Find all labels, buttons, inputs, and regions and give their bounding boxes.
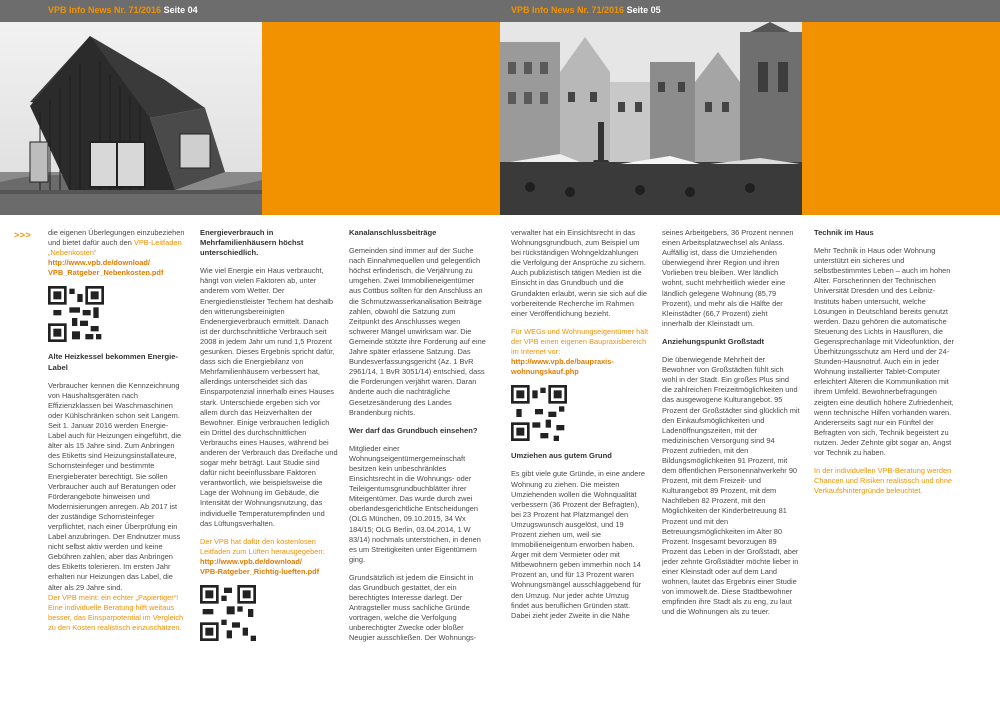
qr-code[interactable] <box>200 585 256 641</box>
baupraxis-link-page[interactable]: wohnungskauf.php <box>511 367 579 377</box>
vpb-tip: Der VPB meint: ein echter „Papiertiger“! Eine individuelle Beratung hilft weitaus besser, das Einsparpotential im Vergleich zu den Kosten realistisch einzuschätzen. <box>48 592 184 632</box>
market-square-photo <box>500 22 802 215</box>
column-6 <box>814 228 954 504</box>
article-heading: Umziehen aus gutem Grund <box>511 451 612 461</box>
column-2 <box>200 228 338 651</box>
article-body: Mehr Technik in Haus oder Wohnung unterstützt ein sicheres und selbstbestimmtes Leben – auch im hohen Alter. Forscherinnen der Technischen Universität Dresden und des Leibniz-Instituts haben untersucht, welche Lösungen in Deutschland bereits genutzt werden. Dazu gehören die automatische Steuerung des Lichts in Hausfluren, die Gegensprechanlage mit Videofunktion, der Überhitzungsschutz am Herd und der 24-Stunden-Hausnotruf. Auch ein in jeder Wohnung installierter Tablet-Computer erleichtert Älteren die Kommunikation mit ihrem Umfeld. Bewohnerbefragungen zeigten eine deutlich höhere Zufriedenheit, wenn technische Hilfen vorhanden waren. Andererseits sagt nur ein Fünftel der Befragten von sich, Technik begeistert zu nutzen. Jeder Zehnte gibt sogar an, Angst vor Technik zu haben. <box>814 246 954 457</box>
vpb-tip: Der VPB hat dafür den kostenlosen Leitfaden zum Lüften herausgegeben: http://www.vpb.de/download/ VPB-Ratgeber_Richtig-lueften.pdf <box>200 536 325 576</box>
column-4 <box>511 228 649 629</box>
column-3 <box>349 228 487 652</box>
download-link-file[interactable]: VPB-Ratgeber_Richtig-lueften.pdf <box>200 567 320 576</box>
article-body: Die überwiegende Mehrheit der Bewohner von Großstädten fühlt sich wohl in der Stadt. Ein großes Plus sind die zahlreichen Freizeitmöglichkeiten und das ausgewogene Kulturangebot. 95 Prozent der Großstädter sind glücklich mit den Einkaufsmöglichkeiten und Ladenöffnungszeiten, mit der medizinischen Versorgung sind 94 Prozent zufrieden, mit den Bildungsmöglichkeiten 91 Prozent, mit dem öffentlichen Personennahverkehr 90 Prozent, mit dem Freizeit- und Kulturangebot 89 Prozent, mit dem Nachtleben 82 Prozent, mit den Möglichkeiten der Kinderbetreuung 81 Prozent und mit den Betreuungsmöglichkeiten im Alter 80 Prozent. Insgesamt bevorzugen 89 Prozent das Leben in der Großstadt, aber jeder zehnte Großstädter möchte lieber in einer Kleinstadt oder auf dem Land wohnen, lautet das Ergebnis einer Studie von immowelt.de. Diese Stadtbewohner empfinden ihre Stadt als zu eng, zu laut und die Wohnungen als zu teuer. <box>662 355 800 617</box>
article-body: Wie viel Energie ein Haus verbraucht, hängt von vielen Faktoren ab, unter anderem vom Wetter. Der Energiedienstleister Techem hat deshalb den witterungsbereinigten Endenergieverbrauch ermittelt. Danach ist der durchschnittliche Verbrauch seit 2008 in jedem Jahr um rund 1,5 Prozent gesunken. Dieses Ergebnis spricht dafür, dass sich die Energiebilanz von Mehrfamilienhäusern verbessert hat, allerdings unterscheidet sich das Einsparpotenzial innerhalb eines Hauses stark. Unterschiede ergeben sich vor allem durch das Heizverhalten der Bewohner. Einige verbrauchen lediglich ein Drittel des durchschnittlichen Verbrauchs eines Hauses, während bei anderen der Verbrauch das Dreifache und sogar mehr beträgt. Laut Studie sind dafür nicht beeinflussbare Faktoren verantwortlich, wie beispielsweise die Lage der Wohnung im Gebäude, die Intensität der Wohnungsnutzung, das individuelle Temperaturempfinden und das Lüftungsverhalten. <box>200 266 338 528</box>
article-body: Es gibt viele gute Gründe, in eine andere Wohnung zu ziehen. Die meisten Umziehenden wollen die Wohnqualität verbessern (36 Prozent der Befragten), bei 23 Prozent hat Platzmangel den Umzugswunsch ausgelöst, und 19 Prozent ziehen um, weil sie Immobilieneigentum erworben haben. Ärger mit dem Vermieter oder mit Mitbewohnern geben immerhin noch 14 Prozent an, und für 13 Prozent waren Wohnungsmängel ausschlaggebend für den Umzug. Nur jeder achte Umzug findet aus beruflichen Gründen statt. Dabei zieht jeder Zweite in die Nähe <box>511 469 645 620</box>
article-body: Grundsätzlich ist jedem die Einsicht in das Grundbuch gestattet, der ein berechtigtes Interesse darlegt. Der Antragsteller muss sachliche Gründe vortragen, welche die Verfolgung unberechtigter Zwecke oder bloßer Neugier ausschließen. Der Wohnungs- <box>349 572 477 643</box>
article-body: seines Arbeitgebers, 36 Prozent nennen einen Arbeitsplatzwechsel als Anlass. Auffällig ist, dass die Umziehenden überwiegend ihrer Region und ihren Vorlieben treu bleiben. Wer ländlich wohnt, sucht mehrheitlich wieder eine ländlich gelegene Wohnung (85,79 Prozent), und mehr als die Hälfte der Kleinstädter (66,7 Prozent) zieht innerhalb der Kleinstadt um. <box>662 228 794 328</box>
vpb-tip: In der individuellen VPB-Beratung werden Chancen und Risiken realistisch und ohne Verkaufshintergründe beleuchtet. <box>814 466 953 496</box>
article-body: verwalter hat ein Einsichtsrecht in das Wohnungsgrundbuch, zum Beispiel um bei rückständigen Wohngeldzahlungen die Verfolgung der Ansprüche zu sichern. Auch publizistisch tätigen Medien ist die Einsicht in das Grundbuch und die Grundakten erlaubt, wenn sie sich auf die vorbereitende Recherche im Rahmen einer Veröffentlichung bezieht. <box>511 228 647 318</box>
baupraxis-link[interactable]: http://www.vpb.de/baupraxis- <box>511 357 614 367</box>
article-heading: Anziehungspunkt Großstadt <box>662 336 765 346</box>
newsletter-title: VPB Info News Nr. 71/2016 <box>511 5 625 15</box>
column-5 <box>662 228 800 625</box>
article-heading: Energieverbrauch in Mehrfamilienhäusern höchst unterschiedlich. <box>200 228 304 258</box>
header-right-text <box>511 5 661 15</box>
download-link-file[interactable]: VPB_Ratgeber_Nebenkosten.pdf <box>48 268 164 278</box>
orange-block-left <box>262 22 500 215</box>
page-number: Seite 05 <box>626 5 661 15</box>
vpb-tip: Für WEGs und Wohnungseigentümer hält der VPB einen eigenen Baupraxisbereich im Internet vor: http://www.vpb.de/baupraxis- wohnungskauf.php <box>511 326 649 377</box>
article-body: Gemeinden sind immer auf der Suche nach Einnahmequellen und gelegentlich höchst erfinderisch, die Verjährung zu umgehen. Zwei Immobilieneigentümer aus Cottbus sollten für den Anschluss an die Schmutzwasserkanalisation Beiträge zahlen, obwohl die Satzung zum Zeitpunkt des Anschlusses wegen schwerer Mängel unwirksam war. Die Gemeinde stützte ihre Forderung auf eine Jahre später erlassene Satzung. Das Bundesverfassungsgericht (Az. 1 BvR 2961/14, 1 BvR 3051/14) entschied, dass die Forderungen verjährt waren. Daran änderte auch die nachträgliche Gesetzesänderung des Landes Brandenburg nichts. <box>349 246 486 417</box>
article-body: Mitglieder einer Wohnungseigentümergemeinschaft besitzen kein unbeschränktes Einsichtsrecht in die Wohnungs- oder Teileigentumsgrundbuchblätter ihrer Miteigentümer. Das wurde durch zwei oberlandesgerichtliche Entscheidungen (OLG München, 09.10.2015, 34 Wx 184/15; OLG Berlin, 03.04.2014, 1 W 83/14) nochmals unterstrichen, in denen es um Streitigkeiten unter Eigentümern ging. <box>349 443 481 564</box>
article-heading: Wer darf das Grundbuch einsehen? <box>349 425 478 435</box>
download-link[interactable]: http://www.vpb.de/download/ <box>200 556 302 566</box>
article-heading: Alte Heizkessel bekommen Energie-Label <box>48 352 178 372</box>
download-link[interactable]: http://www.vpb.de/download/ <box>48 258 150 268</box>
article-body: Verbraucher kennen die Kennzeichnung von Haushaltsgeräten nach Effizienzklassen bei Waschmaschinen oder Kühlschränken schon seit Langem. Seit 1. Januar 2016 werden Energie-Label auch für Heizungen eingeführt, die älter als 15 Jahre sind. Zum Anbringen des Etiketts sind Heizungsinstallateure, Schornsteinfeger und bestimmte Energieberater berechtigt. Sie sollen Verbraucher auch auf Beratungen oder Förderangebote hinweisen und Modernisierungen anregen. Ab 2017 ist der zuständige Schornsteinfeger verpflichtet, nach einer Überprüfung ein Label anzubringen. Der Endnutzer muss nicht selbst aktiv werden und keine Gebühren zahlen, aber das Anbringen des Etiketts tolerieren. Im ersten Jahr erhalten nur Heizungen das Label, die älter als 29 Jahre sind. <box>48 380 182 592</box>
newsletter-title: VPB Info News Nr. 71/2016 <box>48 5 162 15</box>
intro-text: die eigenen Überlegungen einzubeziehen und bietet dafür auch den VPB-Leitfaden „Nebenkosten“ http://www.vpb.de/download/ VPB_Ratgeber_Nebenkosten.pdf <box>48 228 185 278</box>
header-left <box>0 0 500 22</box>
guide-name: VPB-Leitfaden „Nebenkosten“ <box>48 238 182 258</box>
qr-code[interactable] <box>511 385 567 441</box>
page-number: Seite 04 <box>163 5 198 15</box>
column-1 <box>48 228 186 641</box>
header-right <box>500 0 1000 22</box>
article-heading: Kanalanschlussbeiträge <box>349 228 437 237</box>
house-photo <box>0 22 262 215</box>
qr-code[interactable] <box>48 286 104 342</box>
orange-block-right <box>802 22 1000 215</box>
header-left-text <box>48 5 198 15</box>
continuation-marker: >>> <box>14 230 32 240</box>
article-heading: Technik im Haus <box>814 228 874 237</box>
